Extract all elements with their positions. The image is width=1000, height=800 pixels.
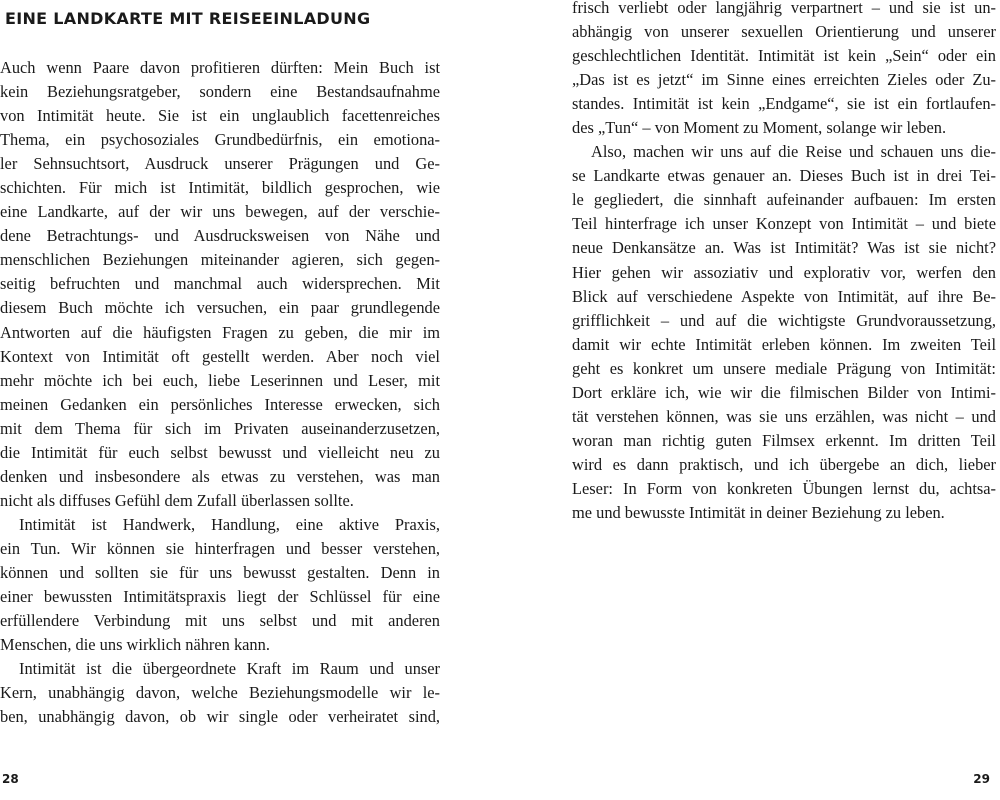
text-line: erfüllendere Verbindung mit uns selbst und mit anderen [0, 611, 440, 631]
text-line: frisch verliebt oder langjährig verpartnert – und sie ist un- [572, 0, 996, 17]
text-line: abhängig von unserer sexuellen Orientierung und unserer [572, 22, 996, 42]
text-line: Thema, ein psychosoziales Grundbedürfnis, ein emotiona- [0, 130, 440, 150]
text-line: Auch wenn Paare davon profitieren dürften: Mein Buch ist [0, 58, 440, 77]
paragraph [0, 657, 440, 729]
text-line: damit wir echte Intimität erleben können. Im zweiten Teil [572, 334, 996, 354]
text-line: se Landkarte etwas genauer an. Dieses Buch ist in drei Tei- [572, 166, 996, 186]
paragraph [0, 56, 440, 513]
text-line: grifflichkeit – und auf die wichtigste Grundvoraussetzung, [572, 310, 996, 330]
paragraph [572, 0, 996, 140]
paragraph [0, 513, 440, 657]
text-line: neue Denkansätze an. Was ist Intimität? Was ist sie nicht? [572, 238, 996, 258]
right-body-text [572, 0, 996, 525]
text-line: eine Landkarte, auf der wir uns bewegen, auf der verschie- [0, 202, 440, 222]
text-line: nicht als diffuses Gefühl dem Zufall überlassen sollte. [0, 490, 354, 510]
text-line: Teil hinterfrage ich unser Konzept von Intimität – und biete [572, 214, 996, 234]
text-line: mit dem Thema für sich im Privaten auseinanderzusetzen, [0, 418, 440, 438]
text-line: woran man richtig guten Filmsex erkennt. Im dritten Teil [572, 430, 996, 450]
text-line: seitig befruchten und manchmal auch widersprechen. Mit [0, 274, 440, 294]
text-line: tät verstehen können, was sie uns erzählen, was nicht – und [572, 406, 996, 426]
text-line: Kontext von Intimität oft gestellt werden. Aber noch viel [0, 346, 440, 366]
chapter-heading: EINE LANDKARTE MIT REISEEINLADUNG [5, 9, 371, 28]
text-line: le gegliedert, die sinnhaft aufeinander aufbauen: Im ersten [572, 190, 996, 210]
text-line: geschlechtlichen Identität. Intimität ist kein „Sein“ oder ein [572, 46, 996, 66]
text-line: Intimität ist die übergeordnete Kraft im Raum und unser [19, 659, 440, 679]
text-line: schichten. Für mich ist Intimität, bildlich gesprochen, wie [0, 178, 440, 198]
page-number-right: 29 [973, 772, 990, 786]
text-line: dene Betrachtungs- und Ausdrucksweisen von Nähe und [0, 226, 440, 246]
text-line: ein Tun. Wir können sie hinterfragen und besser verstehen, [0, 538, 440, 558]
text-line: wird es dann praktisch, und ich übergebe an dich, lieber [572, 454, 996, 474]
paragraph [572, 140, 996, 525]
text-line: standes. Intimität ist kein „Endgame“, sie ist ein fortlaufen- [572, 94, 996, 114]
text-line: Dort erkläre ich, wie wir die filmischen Bilder von Intimi- [572, 382, 996, 402]
text-line: Antworten auf die häufigsten Fragen zu geben, die mir im [0, 322, 440, 342]
text-line: einer bewussten Intimitätspraxis liegt der Schlüssel für eine [0, 587, 440, 607]
text-line: geht es konkret um unsere mediale Prägung von Intimität: [572, 358, 996, 378]
text-line: denken und insbesondere als etwas zu verstehen, was man [0, 466, 440, 486]
page-number-left: 28 [2, 772, 19, 786]
text-line: Hier gehen wir assoziativ und explorativ vor, werfen den [572, 262, 996, 282]
left-body-text [0, 56, 440, 729]
text-line: Leser: In Form von konkreten Übungen lernst du, achtsa- [572, 478, 996, 498]
text-line: „Das ist es jetzt“ im Sinne eines erreichten Zieles oder Zu- [572, 70, 996, 90]
text-line: ben, unabhängig davon, ob wir single oder verheiratet sind, [0, 707, 440, 727]
text-line: des „Tun“ – von Moment zu Moment, solange wir leben. [572, 118, 947, 138]
text-line: Blick auf verschiedene Aspekte von Intimität, auf ihre Be- [572, 286, 996, 306]
text-line: Kern, unabhängig davon, welche Beziehungsmodelle wir le- [0, 683, 440, 703]
text-line: mehr möchte ich bei euch, liebe Leserinnen und Leser, mit [0, 370, 440, 390]
left-page [0, 0, 440, 800]
text-line: menschlichen Beziehungen miteinander agieren, sich gegen- [0, 250, 440, 270]
text-line: Intimität ist Handwerk, Handlung, eine aktive Praxis, [19, 514, 440, 534]
text-line: ler Sehnsuchtsort, Ausdruck unserer Prägungen und Ge- [0, 154, 440, 174]
text-line: Also, machen wir uns auf die Reise und schauen uns die- [591, 142, 996, 162]
text-line: meinen Gedanken ein persönliches Interesse erwecken, sich [0, 394, 440, 414]
right-page [572, 0, 996, 800]
text-line: Menschen, die uns wirklich nähren kann. [0, 635, 270, 655]
text-line: diesem Buch möchte ich versuchen, ein paar grundlegende [0, 298, 440, 318]
text-line: können und sollten sie für uns bewusst gestalten. Denn in [0, 562, 440, 582]
text-line: die Intimität für euch selbst bewusst und vielleicht neu zu [0, 442, 440, 462]
text-line: me und bewusste Intimität in deiner Beziehung zu leben. [572, 502, 945, 522]
text-line: kein Beziehungsratgeber, sondern eine Bestandsaufnahme [0, 82, 440, 102]
text-line: von Intimität heute. Sie ist ein unglaublich facettenreiches [0, 106, 440, 126]
